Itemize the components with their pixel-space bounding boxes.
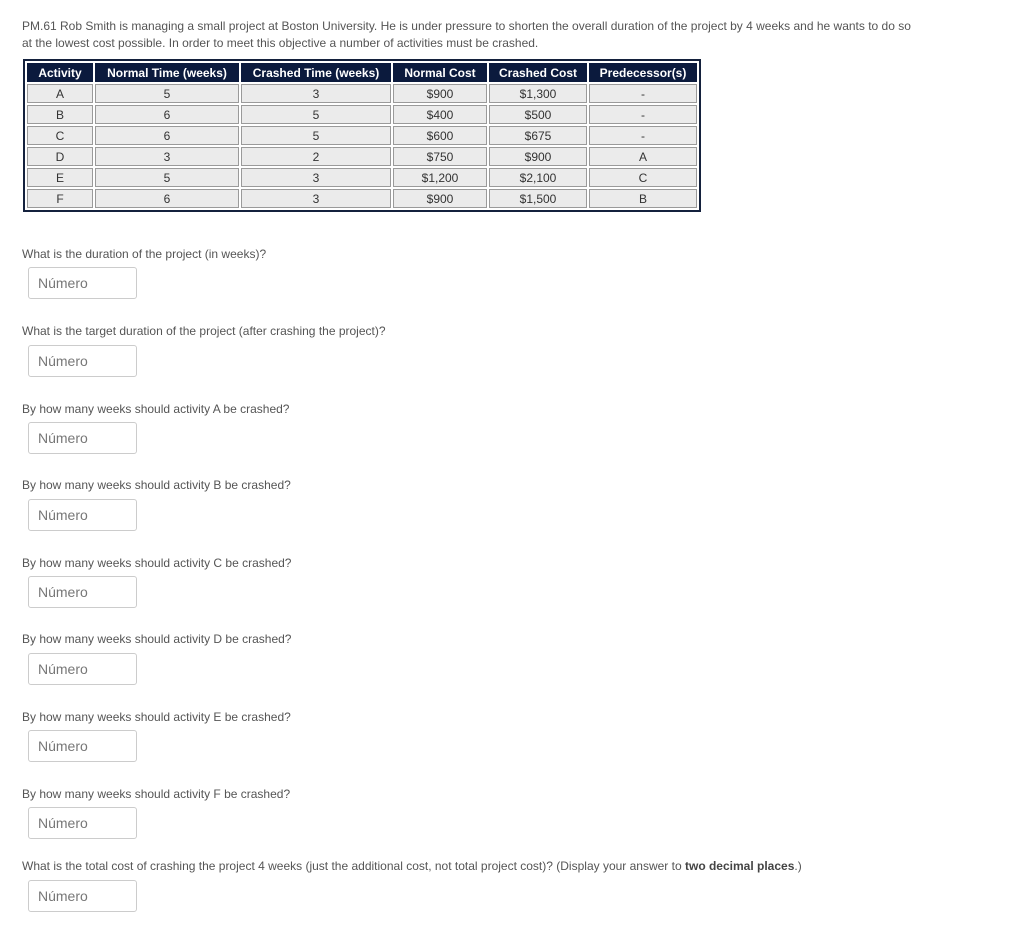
cell-predecessors: - [589,126,697,145]
cell-predecessors: A [589,147,697,166]
cell-crashed-cost: $1,300 [489,84,587,103]
cell-crashed-time: 5 [241,126,391,145]
question-crash-a-label: By how many weeks should activity A be crashed? [22,402,290,416]
question-target-duration-label: What is the target duration of the project (after crashing the project)? [22,324,386,338]
question-crash-f-label: By how many weeks should activity F be crashed? [22,787,291,801]
cell-predecessors: - [589,84,697,103]
question-crash-e-label: By how many weeks should activity E be crashed? [22,710,291,724]
header-crashed-cost: Crashed Cost [489,63,587,82]
table-header-row [27,63,697,82]
cell-activity: B [27,105,93,124]
cell-crashed-cost: $675 [489,126,587,145]
cell-normal-time: 6 [95,105,239,124]
problem-statement: PM.61 Rob Smith is managing a small project at Boston University. He is under pressure to shorten the overall duration of the project by 4 weeks and he wants to do so at the lowest cost possible. In order to meet this objective a number of activities must be crashed. [22,19,911,50]
project-duration-input[interactable] [28,267,137,299]
cell-activity: E [27,168,93,187]
activity-table [23,59,701,212]
crash-b-input[interactable] [28,499,137,531]
cell-normal-cost: $1,200 [393,168,487,187]
crash-a-input[interactable] [28,422,137,454]
header-normal-cost: Normal Cost [393,63,487,82]
table-row [27,168,697,187]
cell-crashed-cost: $1,500 [489,189,587,208]
cell-activity: D [27,147,93,166]
table-row [27,147,697,166]
cell-activity: F [27,189,93,208]
cell-crashed-time: 3 [241,168,391,187]
crash-c-input[interactable] [28,576,137,608]
cell-normal-cost: $400 [393,105,487,124]
question-project-duration-label: What is the duration of the project (in weeks)? [22,247,267,261]
question-crash-d-label: By how many weeks should activity D be crashed? [22,632,292,646]
cell-normal-time: 3 [95,147,239,166]
cell-normal-cost: $900 [393,84,487,103]
cell-activity: A [27,84,93,103]
question-crash-b-label: By how many weeks should activity B be crashed? [22,478,291,492]
cell-predecessors: B [589,189,697,208]
question-total-cost-label [22,859,802,873]
table-row [27,189,697,208]
cell-crashed-time: 2 [241,147,391,166]
cell-crashed-time: 3 [241,84,391,103]
cell-crashed-cost: $900 [489,147,587,166]
header-crashed-time: Crashed Time (weeks) [241,63,391,82]
table-row [27,105,697,124]
target-duration-input[interactable] [28,345,137,377]
header-normal-time: Normal Time (weeks) [95,63,239,82]
table-row [27,126,697,145]
crash-d-input[interactable] [28,653,137,685]
cell-normal-cost: $750 [393,147,487,166]
cell-activity: C [27,126,93,145]
crash-f-input[interactable] [28,807,137,839]
question-total-cost-end: .) [794,859,802,873]
cell-crashed-time: 3 [241,189,391,208]
header-activity: Activity [27,63,93,82]
cell-normal-cost: $900 [393,189,487,208]
cell-normal-time: 6 [95,189,239,208]
cell-crashed-time: 5 [241,105,391,124]
cell-predecessors: - [589,105,697,124]
question-total-cost-emphasis: two decimal places [684,859,795,873]
cell-normal-time: 5 [95,168,239,187]
cell-crashed-cost: $500 [489,105,587,124]
cell-normal-time: 6 [95,126,239,145]
table-row [27,84,697,103]
cell-predecessors: C [589,168,697,187]
total-cost-input[interactable] [28,880,137,912]
crash-e-input[interactable] [28,730,137,762]
cell-crashed-cost: $2,100 [489,168,587,187]
cell-normal-time: 5 [95,84,239,103]
cell-normal-cost: $600 [393,126,487,145]
question-crash-c-label: By how many weeks should activity C be crashed? [22,556,292,570]
header-predecessors: Predecessor(s) [589,63,697,82]
question-total-cost-text: What is the total cost of crashing the project 4 weeks (just the additional cost, not total project cost)? (Display your answer to [22,859,685,873]
